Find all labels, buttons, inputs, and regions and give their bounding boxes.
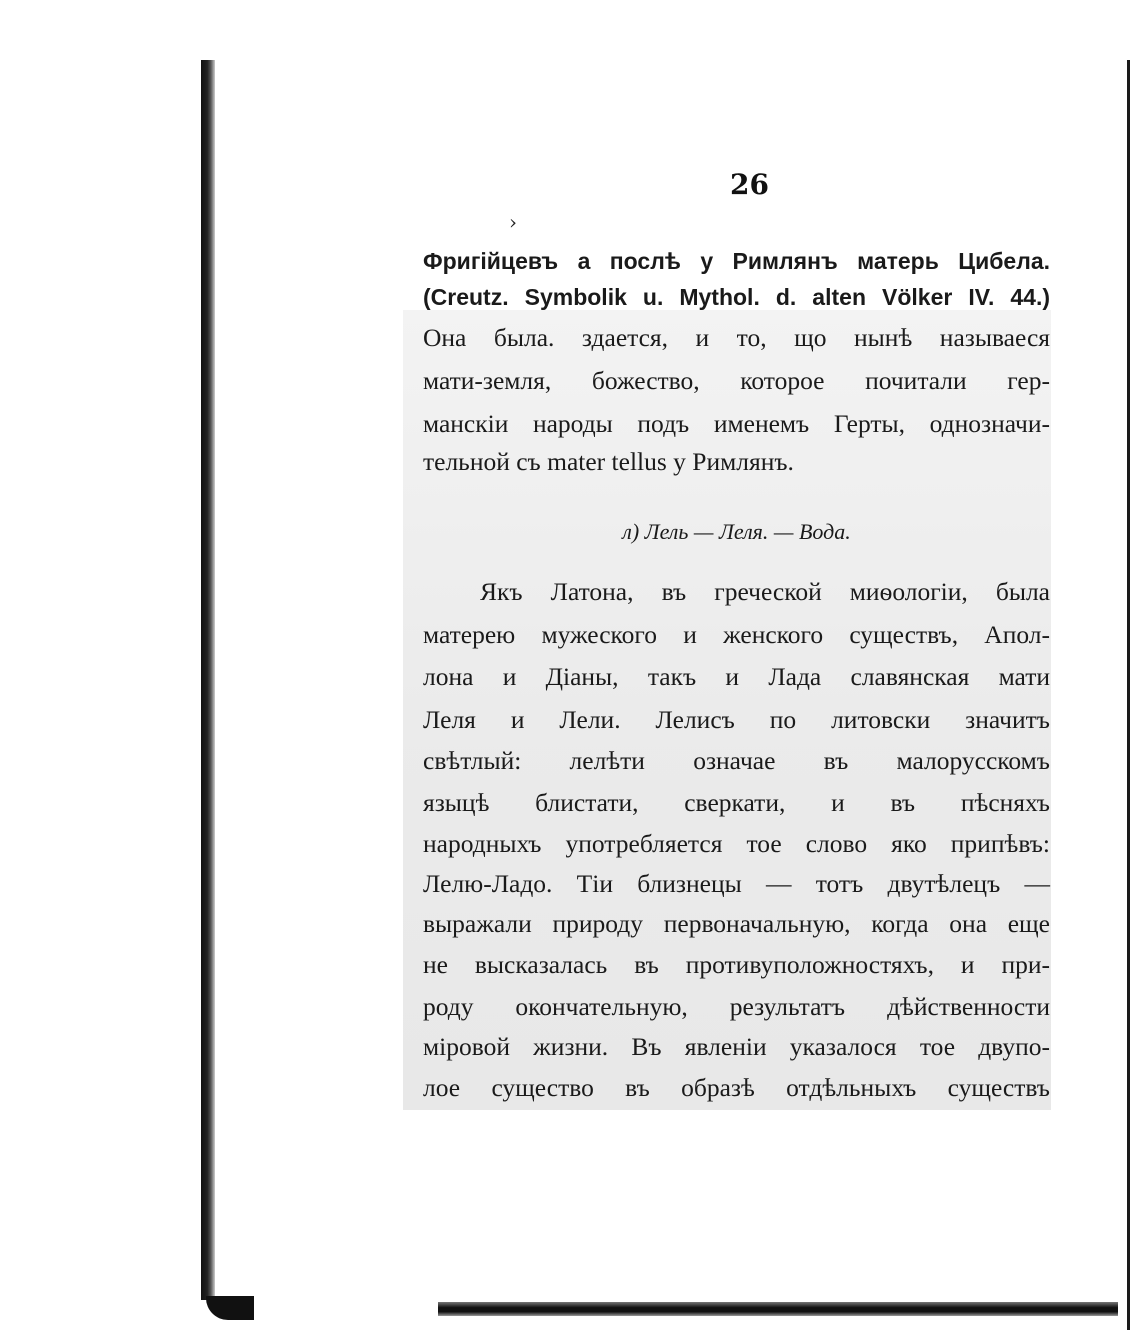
section-heading: л) Лель — Леля. — Вода. bbox=[622, 519, 851, 544]
text-line: тельной съ mater tellus у Римлянъ. bbox=[423, 447, 794, 476]
page-number: 26 bbox=[730, 168, 769, 201]
text-line: языцѣ блистати, сверкати, и въ пѣсняхъ bbox=[423, 788, 1050, 817]
page-right-edge bbox=[1127, 60, 1130, 1330]
text-line: роду окончательную, результатъ дѣйственности bbox=[423, 992, 1050, 1021]
text-line: манскіи народы подъ именемъ Герты, однозначи- bbox=[423, 409, 1050, 438]
text-line: выражали природу первоначальную, когда она еще bbox=[423, 909, 1050, 938]
text-line: свѣтлый: лелѣти означае въ малорусскомъ bbox=[423, 746, 1050, 775]
stray-mark: › bbox=[509, 210, 517, 234]
text-line: народныхъ употребляется тое слово яко припѣвъ: bbox=[423, 829, 1050, 858]
text-line: (Creutz. Symbolik u. Mythol. d. alten Völker IV. 44.) bbox=[423, 284, 1050, 310]
text-line: міровой жизни. Въ явленіи указалося тое двупо- bbox=[423, 1032, 1050, 1061]
text-line: лое существо въ образѣ отдѣльныхъ существъ bbox=[423, 1073, 1050, 1102]
text-line: Леля и Лели. Лелисъ по литовски значитъ bbox=[423, 705, 1050, 734]
page-bottom-edge bbox=[438, 1302, 1118, 1316]
text-line: не высказалась въ противуположностяхъ, и при- bbox=[423, 950, 1050, 979]
text-line: Лелю-Ладо. Тіи близнецы — тотъ двутѣлецъ — bbox=[423, 869, 1050, 898]
text-line: лона и Діаны, такъ и Лада славянская мати bbox=[423, 662, 1050, 691]
text-line: мати-земля, божество, которое почитали гер- bbox=[423, 366, 1050, 395]
text-line: Она была. здается, и то, що нынѣ называеся bbox=[423, 323, 1050, 352]
book-spine-shadow bbox=[201, 60, 215, 1300]
text-line: Фригійцевъ а послѣ у Римлянъ матерь Цибела. bbox=[423, 248, 1050, 274]
text-line: Якъ Латона, въ греческой миѳологіи, была bbox=[480, 577, 1050, 606]
book-spine-foot bbox=[206, 1296, 254, 1320]
text-line: матерею мужеского и женского существъ, Апол- bbox=[423, 620, 1050, 649]
